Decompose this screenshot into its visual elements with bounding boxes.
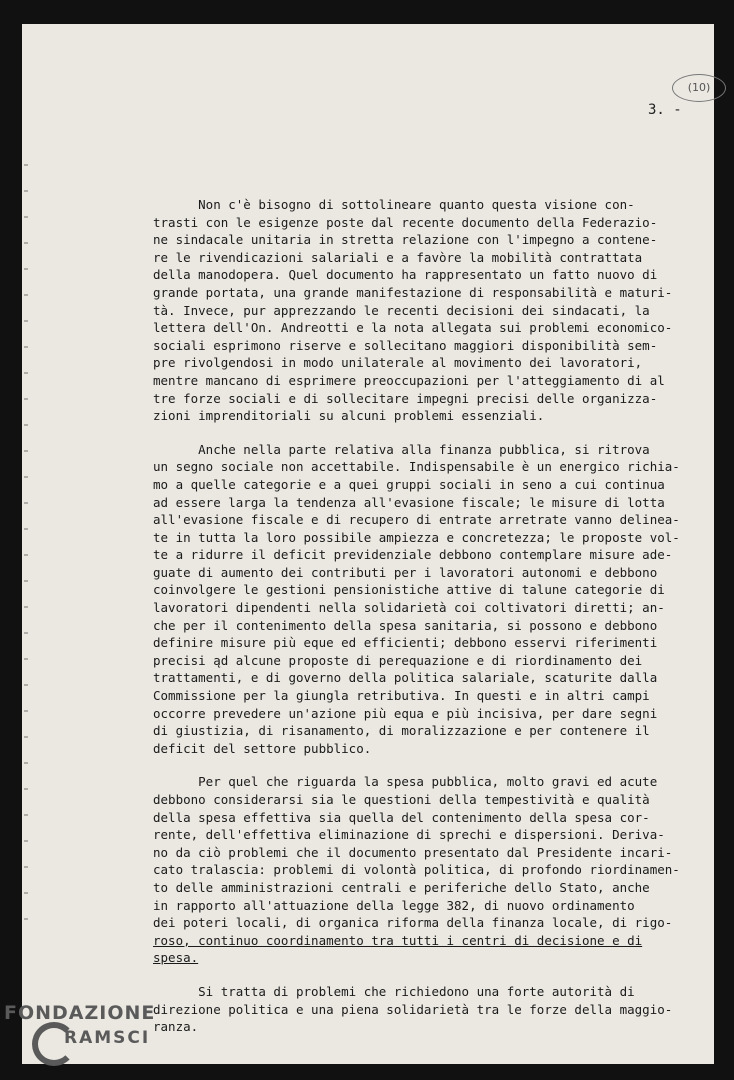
text-line: direzione politica e una piena solidarietà tra le forze della maggio- (153, 1001, 673, 1017)
document-body (153, 196, 733, 1052)
text-line: re le rivendicazioni salariali e a favòre la mobilità contrattata (153, 249, 643, 265)
text-line: te a ridurre il deficit previdenziale debbono contemplare misure ade- (153, 547, 673, 563)
text-line: coinvolgere le gestioni pensionistiche attive di talune categorie di (153, 582, 665, 598)
text-line: precisi ąd alcune proposte di perequazione e di riordinamento dei (153, 652, 643, 668)
underlined-text-line: roso, continuo coordinamento tra tutti i centri di decisione e di (153, 932, 643, 948)
text-line: Non c'è bisogno di sottolineare quanto questa visione con- (153, 197, 635, 212)
text-line: tà. Invece, pur apprezzando le recenti decisioni dei sindacati, la (153, 302, 650, 318)
text-line: deficit del settore pubblico. (153, 740, 372, 756)
text-line: un segno sociale non accettabile. Indispensabile è un energico richia- (153, 459, 680, 475)
text-line: Anche nella parte relativa alla finanza pubblica, si ritrova (153, 441, 650, 457)
archive-number-mark: (10) (672, 74, 726, 102)
text-line: to delle amministrazioni centrali e periferiche dello Stato, anche (153, 879, 650, 895)
text-line: debbono considerarsi sia le questioni della tempestività e qualità (153, 792, 650, 807)
text-line: Si tratta di problemi che richiedono una forte autorità di (153, 983, 635, 999)
watermark-line-1: FONDAZIONE (4, 1002, 156, 1024)
text-line: no da ciò problemi che il documento presentato dal Presidente incari- (153, 844, 673, 860)
text-line: ne sindacale unitaria in stretta relazione con l'impegno a contene- (153, 232, 658, 248)
text-line: che per il contenimento della spesa sanitaria, si possono e debbono (153, 617, 658, 633)
text-line: mentre mancano di esprimere preoccupazioni per l'atteggiamento di al (153, 372, 665, 388)
text-line: guate di aumento dei contributi per i lavoratori autonomi e debbono (153, 564, 658, 580)
text-line: rente, dell'effettiva eliminazione di sprechi e dispersioni. Deriva- (153, 827, 665, 843)
paragraph-4 (153, 983, 733, 1036)
text-line: cato tralascia: problemi di volontà politica, di profondo riordinamen- (153, 862, 680, 878)
text-line: Per quel che riguarda la spesa pubblica, molto gravi ed acute (153, 774, 658, 790)
text-line: tre forze sociali e di sollecitare impegni precisi delle organizza- (153, 390, 658, 406)
paragraph-3 (153, 773, 733, 967)
watermark-line-2: RAMSCI (64, 1028, 151, 1048)
text-line: dei poteri locali, di organica riforma della finanza locale, di rigo- (153, 915, 673, 931)
text-line: sociali esprimono riserve e sollecitano maggiori disponibilità sem- (153, 337, 658, 353)
underlined-text-line: spesa. (153, 950, 199, 966)
text-line: ad essere larga la tendenza all'evasione fiscale; le misure di lotta (153, 494, 665, 510)
fondazione-gramsci-watermark (4, 996, 204, 1076)
text-line: definire misure più eque ed efficienti; debbono esservi riferimenti (153, 635, 658, 651)
paragraph-2 (153, 441, 733, 758)
text-line: grande portata, una grande manifestazione di responsabilità e maturi- (153, 284, 673, 300)
page-number: 3. - (648, 102, 682, 118)
text-line: mo a quelle categorie e a quei gruppi sociali in seno a cui continua (153, 476, 665, 492)
text-line: di giustizia, di risanamento, di moralizzazione e per contenere il (153, 723, 650, 739)
text-line: in rapporto all'attuazione della legge 382, di nuovo ordinamento (153, 897, 635, 913)
text-line: della manodopera. Quel documento ha rappresentato un fatto nuovo di (153, 267, 658, 283)
document-page (22, 24, 714, 1064)
text-line: occorre prevedere un'azione più equa e più incisiva, per dare segni (153, 705, 658, 721)
text-line: lavoratori dipendenti nella solidarietà coi coltivatori diretti; an- (153, 600, 665, 616)
text-line: trattamenti, e di governo della politica salariale, scaturite dalla (153, 670, 658, 686)
text-line: pre rivolgendosi in modo unilaterale al movimento dei lavoratori, (153, 355, 643, 371)
text-line: ranza. (153, 1019, 199, 1035)
text-line: all'evasione fiscale e di recupero di entrate arretrate vanno delinea- (153, 512, 680, 528)
text-line: lettera dell'On. Andreotti e la nota allegata sui problemi economico- (153, 320, 673, 336)
text-line: della spesa effettiva sia quella del contenimento della spesa cor- (153, 809, 650, 825)
text-line: te in tutta la loro possibile ampiezza e concretezza; le proposte vol- (153, 529, 680, 545)
text-line: trasti con le esigenze poste dal recente documento della Federazio- (153, 214, 658, 230)
text-line: zioni imprenditoriali su alcuni problemi essenziali. (153, 408, 545, 424)
text-line: Commissione per la giungla retributiva. In questi e in altri campi (153, 688, 650, 704)
paragraph-1 (153, 196, 733, 425)
